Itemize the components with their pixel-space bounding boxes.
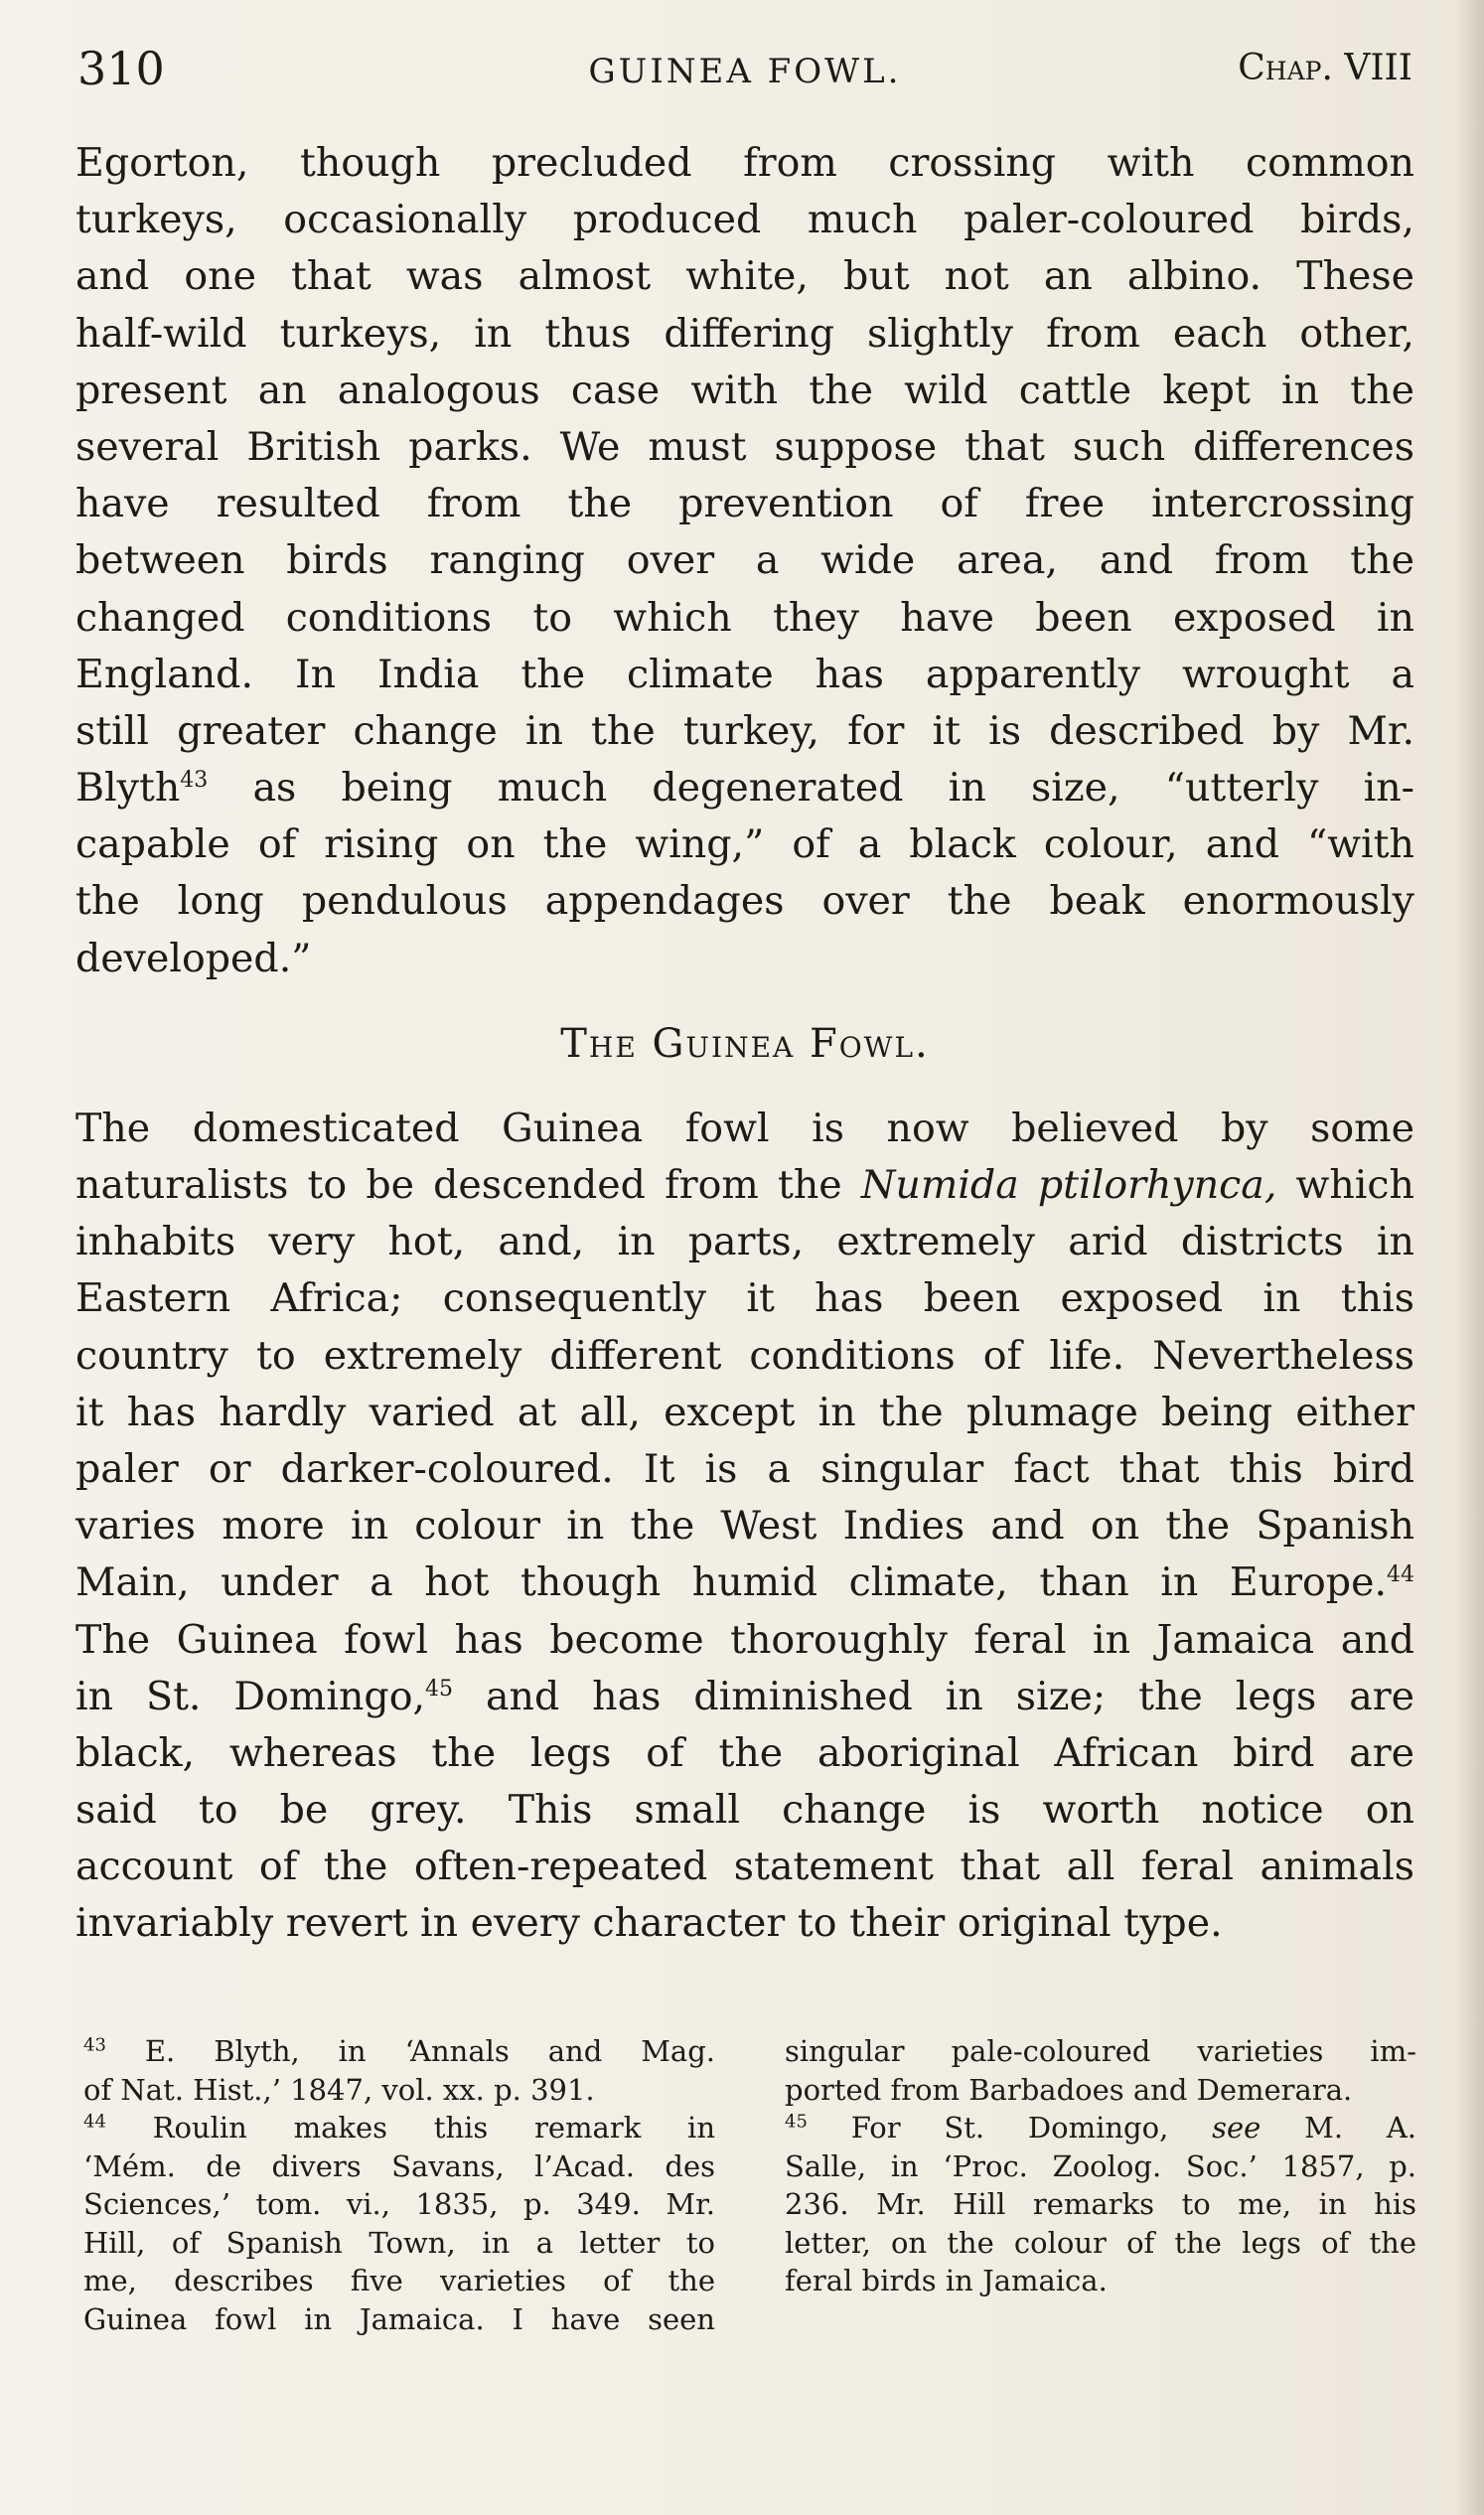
text-line: paler or darker-coloured. It is a singular fact that this bird	[75, 1445, 1414, 1492]
text-line: changed conditions to which they have been exposed in	[75, 594, 1414, 641]
text-line: developed.”	[75, 935, 312, 981]
footnote-line	[83, 2032, 715, 2071]
footnote-line: ‘Mém. de divers Savans, l’Acad. des	[83, 2148, 715, 2183]
footnote-line: feral birds in Jamaica.	[785, 2264, 1108, 2297]
text-line: and one that was almost white, but not an albino. These	[75, 253, 1414, 300]
text-line	[75, 1554, 1414, 1611]
text-line	[75, 1157, 1414, 1214]
main-text	[75, 135, 1414, 1953]
text-fragment: For St. Domingo,	[807, 2111, 1213, 2145]
text-line: present an analogous case with the wild cattle kept in the	[75, 367, 1414, 413]
text-line: Egorton, though precluded from crossing with common	[75, 140, 1414, 186]
text-fragment: E. Blyth, in ‘Annals and Mag.	[105, 2034, 715, 2068]
text-line: have resulted from the prevention of free intercrossing	[75, 481, 1414, 527]
text-line: the long pendulous appendages over the beak enormously	[75, 878, 1414, 925]
footnote-line: ported from Barbadoes and Demerara.	[785, 2072, 1353, 2107]
footnotes	[83, 2032, 1416, 2336]
text-fragment: as being much degenerated in size, “utterly in-	[208, 765, 1414, 812]
text-line: capable of rising on the wing,” of a black colour, and “with	[75, 821, 1414, 868]
footnote-line: letter, on the colour of the legs of the	[785, 2225, 1416, 2260]
footnotes-left-column	[83, 2032, 715, 2338]
footnote-line: of Nat. Hist.,’ 1847, vol. xx. p. 391.	[83, 2072, 595, 2107]
footnote-ref-43: 43	[180, 767, 209, 793]
footnote-line: Guinea fowl in Jamaica. I have seen	[83, 2301, 715, 2336]
text-line: black, whereas the legs of the aboriginal African bird are	[75, 1729, 1414, 1776]
footnotes-right-column	[785, 2032, 1416, 2300]
text-fragment: naturalists to be descended from the	[75, 1162, 861, 1208]
text-line: Eastern Africa; consequently it has been exposed in this	[75, 1275, 1414, 1322]
footnote-number: 45	[785, 2111, 808, 2133]
text-fragment: which	[1276, 1162, 1414, 1208]
section-heading: The Guinea Fowl.	[560, 1020, 930, 1067]
text-line: several British parks. We must suppose that such differences	[75, 423, 1414, 470]
text-line: between birds ranging over a wide area, and from the	[75, 537, 1414, 584]
text-line: it has hardly varied at all, except in the plumage being either	[75, 1389, 1414, 1435]
text-line: invariably revert in every character to their original type.	[75, 1900, 1223, 1947]
footnote-ref-45: 45	[425, 1676, 454, 1701]
text-fragment: in St. Domingo,	[75, 1673, 426, 1719]
text-line: England. In India the climate has apparently wrought a	[75, 651, 1414, 697]
text-line: account of the often-repeated statement that all feral animals	[75, 1844, 1414, 1890]
footnote-number: 43	[83, 2034, 106, 2056]
footnote-line: Sciences,’ tom. vi., 1835, p. 349. Mr.	[83, 2187, 715, 2221]
text-line	[75, 760, 1414, 816]
footnote-line	[785, 2109, 1416, 2147]
page-edge-shadow	[1456, 0, 1484, 2515]
text-line: inhabits very hot, and, in parts, extremely arid districts in	[75, 1219, 1414, 1265]
text-line: turkeys, occasionally produced much paler-coloured birds,	[75, 197, 1414, 243]
text-fragment: Blyth	[75, 765, 181, 812]
text-line: The Guinea fowl has become thoroughly feral in Jamaica and	[75, 1616, 1414, 1663]
text-line: half-wild turkeys, in thus differing slightly from each other,	[75, 310, 1414, 357]
footnote-line: singular pale-coloured varieties im-	[785, 2034, 1416, 2068]
text-line: said to be grey. This small change is worth notice on	[75, 1787, 1414, 1834]
paragraph-guinea-fowl	[75, 1101, 1414, 1953]
text-line: still greater change in the turkey, for it is described by Mr.	[75, 707, 1414, 754]
text-fragment: Main, under a hot though humid climate, than in Europe.	[75, 1559, 1387, 1606]
text-line	[75, 1669, 1414, 1725]
footnote-line: Salle, in ‘Proc. Zoolog. Soc.’ 1857, p.	[785, 2148, 1416, 2183]
text-fragment: see	[1212, 2111, 1261, 2145]
footnote-ref-44: 44	[1387, 1562, 1414, 1588]
species-name: Numida ptilorhynca,	[860, 1162, 1277, 1208]
chapter-label: Chap. VIII	[1238, 48, 1412, 88]
page-number: 310	[77, 42, 165, 95]
text-fragment: and has diminished in size; the legs are	[453, 1673, 1414, 1719]
paragraph-turkeys	[75, 135, 1414, 987]
text-fragment: Roulin makes this remark in	[105, 2111, 715, 2145]
footnote-number: 44	[83, 2111, 106, 2133]
footnote-line: me, describes five varieties of the	[83, 2264, 715, 2297]
page-header	[77, 42, 1412, 101]
running-title: GUINEA FOWL.	[588, 52, 902, 91]
footnote-line: 236. Mr. Hill remarks to me, in his	[785, 2187, 1416, 2221]
footnote-line: Hill, of Spanish Town, in a letter to	[83, 2225, 715, 2260]
footnote-line	[83, 2109, 715, 2147]
text-line: varies more in colour in the West Indies and on the Spanish	[75, 1503, 1414, 1550]
text-fragment: M. A.	[1261, 2111, 1416, 2145]
text-line: country to extremely different conditions of life. Nevertheless	[75, 1332, 1414, 1379]
text-line: The domesticated Guinea fowl is now believed by some	[75, 1105, 1414, 1151]
